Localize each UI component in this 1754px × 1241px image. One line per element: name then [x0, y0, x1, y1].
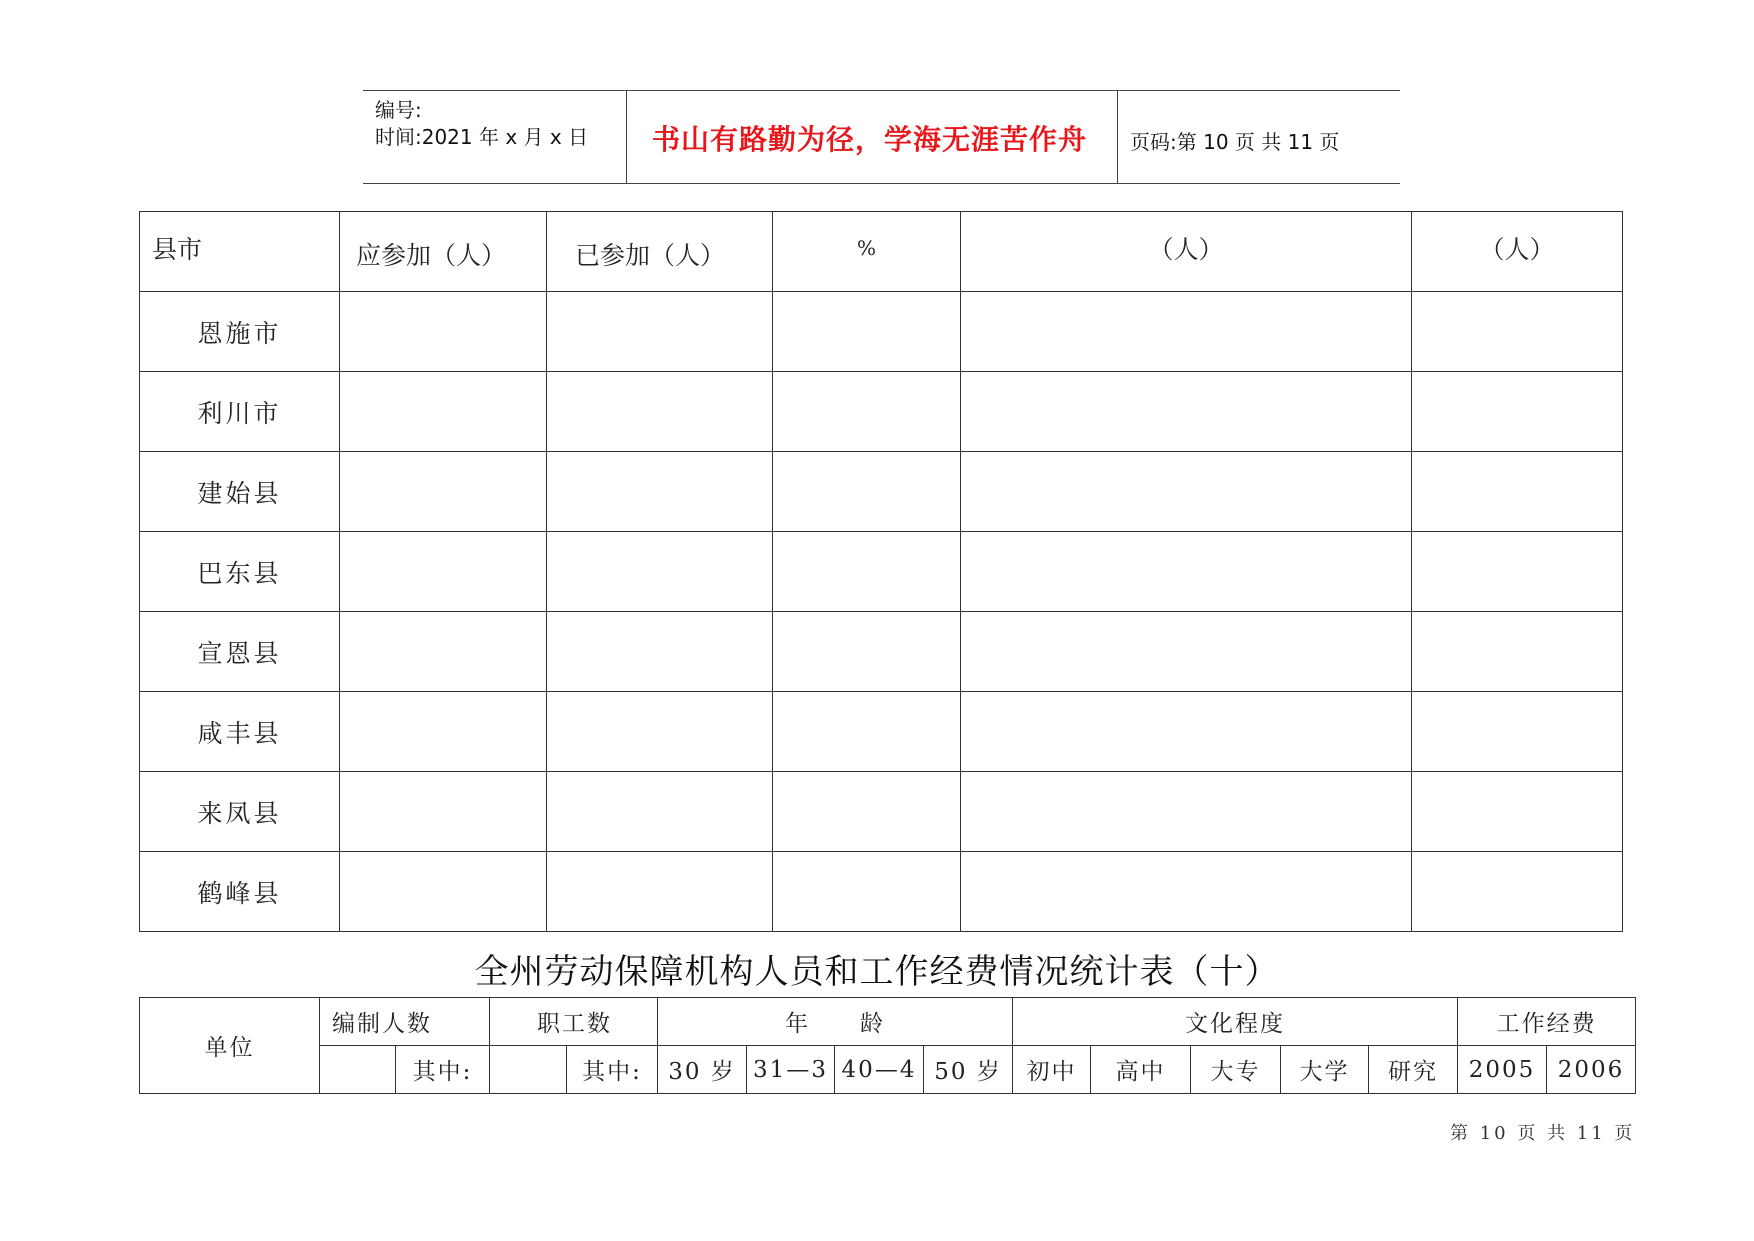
- table-header-row: [140, 212, 1623, 292]
- county-name: 来凤县: [140, 772, 340, 852]
- age-bracket: 30 岁: [658, 1046, 747, 1094]
- table-row: [140, 612, 1623, 692]
- motto: 书山有路勤为径，学海无涯苦作舟: [652, 123, 1088, 156]
- table2-header-row-1: [140, 998, 1636, 1046]
- header-top-rule: [363, 90, 1400, 91]
- edu-level: 大专: [1191, 1046, 1281, 1094]
- edu-level: 研究: [1369, 1046, 1458, 1094]
- table-row: [140, 532, 1623, 612]
- page-counter: 页码:第 10 页 共 11 页: [1130, 130, 1340, 154]
- edu-level: 初中: [1013, 1046, 1091, 1094]
- staffing-header: 编制人数: [320, 998, 490, 1046]
- table-row: [140, 372, 1623, 452]
- table-row: [140, 452, 1623, 532]
- header-percent: %: [773, 212, 961, 292]
- workers-of-which: 其中:: [567, 1046, 658, 1094]
- header-people-b: （人）: [1412, 212, 1623, 292]
- age-header: 年 龄: [658, 998, 1013, 1046]
- staffing-of-which: 其中:: [396, 1046, 490, 1094]
- workers-header: 职工数: [490, 998, 658, 1046]
- county-name: 建始县: [140, 452, 340, 532]
- table2-header-row-2: [140, 1046, 1636, 1094]
- table-row: [140, 692, 1623, 772]
- funds-year: 2006: [1547, 1046, 1636, 1094]
- table-row: [140, 292, 1623, 372]
- unit-header: 单位: [140, 998, 320, 1094]
- table-row: [140, 852, 1623, 932]
- header-people-a: （人）: [961, 212, 1412, 292]
- county-name: 宣恩县: [140, 612, 340, 692]
- edu-level: 高中: [1091, 1046, 1191, 1094]
- county-name: 巴东县: [140, 532, 340, 612]
- header-divider-right: [1117, 90, 1118, 184]
- county-name: 恩施市: [140, 292, 340, 372]
- header-county: 县市: [140, 212, 340, 292]
- age-bracket: 50 岁: [924, 1046, 1013, 1094]
- doc-date-label: 时间:2021 年 x 月 x 日: [375, 125, 589, 149]
- funds-header: 工作经费: [1458, 998, 1636, 1046]
- statistics-table-title: 全州劳动保障机构人员和工作经费情况统计表（十）: [474, 952, 1280, 992]
- funds-year: 2005: [1458, 1046, 1547, 1094]
- staff-funds-table: [139, 997, 1636, 1094]
- header-bottom-rule: [363, 183, 1400, 184]
- education-header: 文化程度: [1013, 998, 1458, 1046]
- header-divider-left: [626, 90, 627, 184]
- page-footer: 第 10 页 共 11 页: [1450, 1123, 1636, 1144]
- county-name: 咸丰县: [140, 692, 340, 772]
- header-should-attend: 应参加（人）: [340, 212, 547, 292]
- header-attended: 已参加（人）: [547, 212, 773, 292]
- age-bracket: 40—4: [835, 1046, 924, 1094]
- county-name: 利川市: [140, 372, 340, 452]
- doc-number-label: 编号:: [375, 98, 422, 122]
- county-participation-table: [139, 211, 1623, 932]
- age-bracket: 31—3: [747, 1046, 835, 1094]
- county-name: 鹤峰县: [140, 852, 340, 932]
- edu-level: 大学: [1281, 1046, 1369, 1094]
- table-row: [140, 772, 1623, 852]
